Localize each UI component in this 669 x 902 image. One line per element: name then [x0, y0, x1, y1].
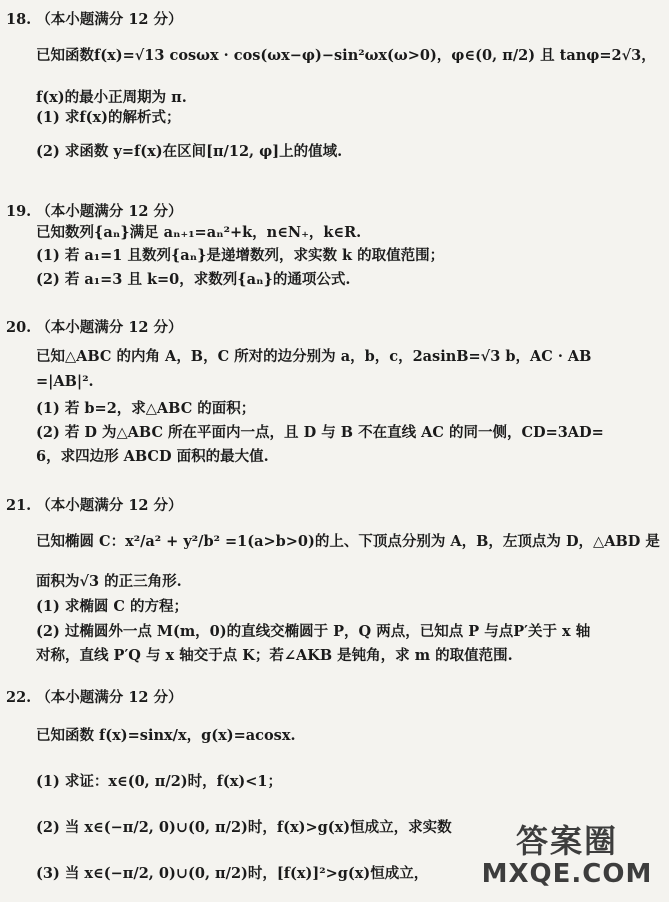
problem-18-part-1: (1) 求f(x)的解析式； [36, 109, 181, 126]
problem-21-part-1: (1) 求椭圆 C 的方程； [36, 598, 188, 615]
problem-18-part-2: (2) 求函数 y=f(x)在区间[π/12, φ]上的值域. [36, 143, 343, 160]
problem-18-line-2: f(x)的最小正周期为 π. [36, 89, 187, 106]
watermark-logo [469, 816, 665, 896]
problem-22-header: 22. （本小题满分 12 分） [6, 689, 183, 706]
watermark-top-text: 答案圈 [515, 822, 618, 860]
problem-19-header: 19. （本小题满分 12 分） [6, 203, 183, 220]
problem-18-header: 18. （本小题满分 12 分） [6, 11, 183, 28]
problem-22-line-1: 已知函数 f(x)=sinx/x，g(x)=acosx. [36, 727, 296, 744]
problem-22-part-2: (2) 当 x∈(−π/2, 0)∪(0, π/2)时，f(x)>g(x)恒成立，求实数 [36, 819, 452, 836]
problem-21-part-2: (2) 过椭圆外一点 M(m，0)的直线交椭圆于 P，Q 两点，已知点 P 与点P′关于 x 轴 [36, 623, 591, 640]
watermark-bottom-text: MXQE.COM [481, 859, 653, 889]
problem-20-line-1: 已知△ABC 的内角 A，B，C 所对的边分别为 a，b，c，2asinB=√3 b，AC · AB [36, 348, 592, 365]
problem-21-line-2: 面积为√3 的正三角形. [36, 573, 182, 590]
problem-20-part-2: (2) 若 D 为△ABC 所在平面内一点，且 D 与 B 不在直线 AC 的同一侧，CD=3AD= [36, 424, 604, 441]
problem-22-part-3: (3) 当 x∈(−π/2, 0)∪(0, π/2)时，[f(x)]²>g(x)恒成立， [36, 865, 429, 882]
problem-19-part-1: (1) 若 a₁=1 且数列{aₙ}是递增数列，求实数 k 的取值范围； [36, 247, 445, 264]
problem-18-line-1: 已知函数f(x)=√13 cosωx · cos(ωx−φ)−sin²ωx(ω>0)，φ∈(0, π/2) 且 tanφ=2√3， [36, 47, 656, 64]
problem-19-part-2: (2) 若 a₁=3 且 k=0，求数列{aₙ}的通项公式. [36, 271, 351, 288]
problem-20-part-1: (1) 若 b=2，求△ABC 的面积； [36, 400, 256, 417]
problem-21-part-2-cont: 对称，直线 P′Q 与 x 轴交于点 K；若∠AKB 是钝角，求 m 的取值范围. [36, 647, 513, 664]
problem-21-header: 21. （本小题满分 12 分） [6, 497, 183, 514]
problem-22-part-1: (1) 求证：x∈(0, π/2)时，f(x)<1； [36, 773, 282, 790]
problem-21-line-1: 已知椭圆 C：x²/a² + y²/b² =1(a>b>0)的上、下顶点分别为 A，B，左顶点为 D，△ABD 是 [36, 533, 660, 550]
problem-20-line-2: =|AB|². [36, 373, 94, 390]
problem-20-header: 20. （本小题满分 12 分） [6, 319, 183, 336]
problem-20-part-2-cont: 6，求四边形 ABCD 面积的最大值. [36, 448, 269, 465]
problem-19-line-1: 已知数列{aₙ}满足 aₙ₊₁=aₙ²+k，n∈N₊，k∈R. [36, 224, 362, 241]
